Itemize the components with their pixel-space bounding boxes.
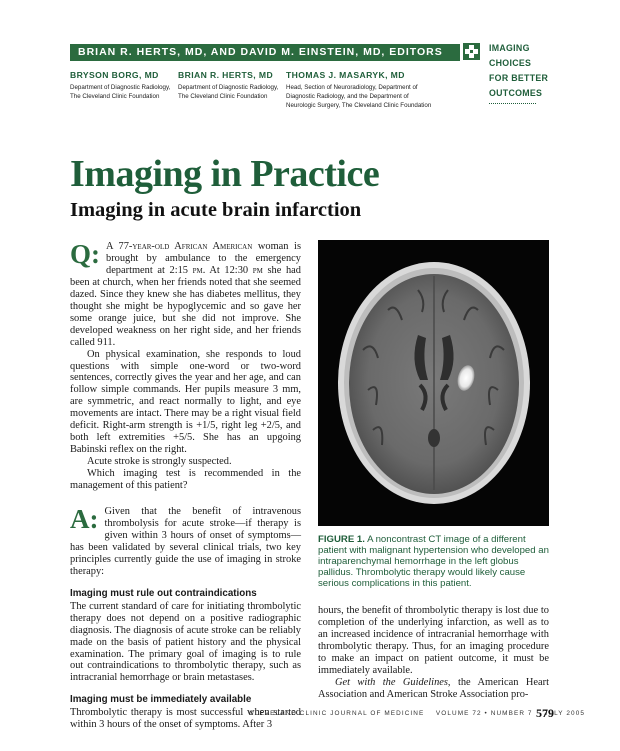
author-name: BRYSON BORG, MD — [70, 70, 159, 80]
page-number: 579 — [536, 706, 554, 720]
answer-paragraph: Thrombolytic therapy is most successful when started within 3 hours of the onset of symptoms. After 3 — [70, 707, 301, 731]
series-label-line: FOR BETTER — [489, 73, 549, 83]
question-paragraph: Acute stroke is strongly suspected. — [87, 456, 232, 468]
author-block — [70, 70, 170, 101]
body-paragraph: Get with the Guidelines, the American Heart Association and American Stroke Association pro- — [318, 676, 549, 700]
answer-paragraph: The current standard of care for initiating thrombolytic therapy does not depend on a positive radiographic diagnosis. The diagnosis of acute stroke can be reliably made on the basis of patient history and the physical examination. The primary goal of imaging is to rule out contraindications to thrombolytic therapy, such as intracranial hemorrhage or brain metastases. — [70, 600, 301, 684]
question-marker: Q: — [70, 239, 100, 269]
section-heading: Imaging must be immediately available — [70, 694, 252, 706]
question-paragraph: A 77-year-old African American woman is brought by ambulance to the emergency department at 2:15 pm. At 12:30 pm she had been at church, when her friends noted that she seemed dazed. Since they knew she has diabetes mellitus, they thought she might be hypoglycemic and so gave her some orange juice, but she did not improve. She developed weakness on her right side, and her friends called 911. — [70, 241, 301, 348]
author-name: THOMAS J. MASARYK, MD — [286, 70, 405, 80]
right-column — [318, 605, 549, 701]
cross-logo-icon — [463, 43, 480, 60]
figure-label: FIGURE 1. — [318, 534, 365, 545]
figure-caption-text: A noncontrast CT image of a different patient with malignant hypertension who developed an intraparenchymal hemorrhage in the left globus pallidus. Thrombolytic therapy would likely cause serious complications in this patient. — [318, 534, 549, 589]
author-affiliation: Department of Diagnostic Radiology, The Cleveland Clinic Foundation — [70, 84, 171, 100]
answer-block — [70, 506, 301, 731]
question-paragraph: Which imaging test is recommended in the management of this patient? — [70, 468, 301, 492]
section-heading: Imaging must rule out contraindications — [70, 587, 257, 599]
page-title: Imaging in Practice — [70, 153, 380, 195]
answer-marker: A: — [70, 504, 99, 535]
question-paragraph: On physical examination, she responds to loud questions with simple one-word or two-word sentences, correctly gives the year and her age, and can follow simple commands. Her pupils measure 3 mm, are symmetric, and react normally to light, and eye movements are intact. There may be a right visual field deficit. Right-arm strength is +1/5, right leg +2/5, and both left extremities +5/5. She has an upgoing Babinski reflex on the right. — [70, 348, 301, 456]
left-column — [70, 241, 301, 731]
ct-scan-figure — [318, 240, 549, 526]
series-label-line: IMAGING — [489, 43, 530, 53]
figure-caption — [318, 534, 552, 589]
editors-bar: BRIAN R. HERTS, MD, AND DAVID M. EINSTEIN, MD, EDITORS — [70, 44, 460, 61]
answer-paragraph: Given that the benefit of intravenous thrombolysis for acute stroke—if therapy is given within 3 hours of onset of symptoms—has been validated by several clinical trials, two key principles currently guide the use of imaging in stroke therapy: — [70, 506, 301, 577]
author-block — [286, 70, 431, 110]
footer-journal-info: CLEVELAND CLINIC JOURNAL OF MEDICINE VOLUME 72 • NUMBER 7 JULY 2005 — [249, 710, 586, 717]
author-affiliation: Department of Diagnostic Radiology, The Cleveland Clinic Foundation — [178, 84, 279, 100]
body-paragraph: hours, the benefit of thrombolytic therapy is lost due to completion of the underlying infarction, as well as to an increased incidence of intracranial hemorrhage with thrombolytic therapy. Thus, for an imaging procedure to make an impact on patient outcome, it must be immediately available. — [318, 605, 549, 676]
ct-scan-image — [318, 240, 549, 526]
series-label-line: OUTCOMES — [489, 88, 543, 98]
series-label-line: CHOICES — [489, 58, 532, 68]
author-block — [178, 70, 278, 101]
author-name: BRIAN R. HERTS, MD — [178, 70, 274, 80]
question-block — [70, 241, 301, 492]
article-subtitle: Imaging in acute brain infarction — [70, 199, 362, 221]
series-divider — [489, 103, 536, 104]
author-affiliation: Head, Section of Neuroradiology, Department of Diagnostic Radiology, and the Department of Neurologic Surgery, The Cleveland Clinic Foundation — [286, 84, 432, 109]
